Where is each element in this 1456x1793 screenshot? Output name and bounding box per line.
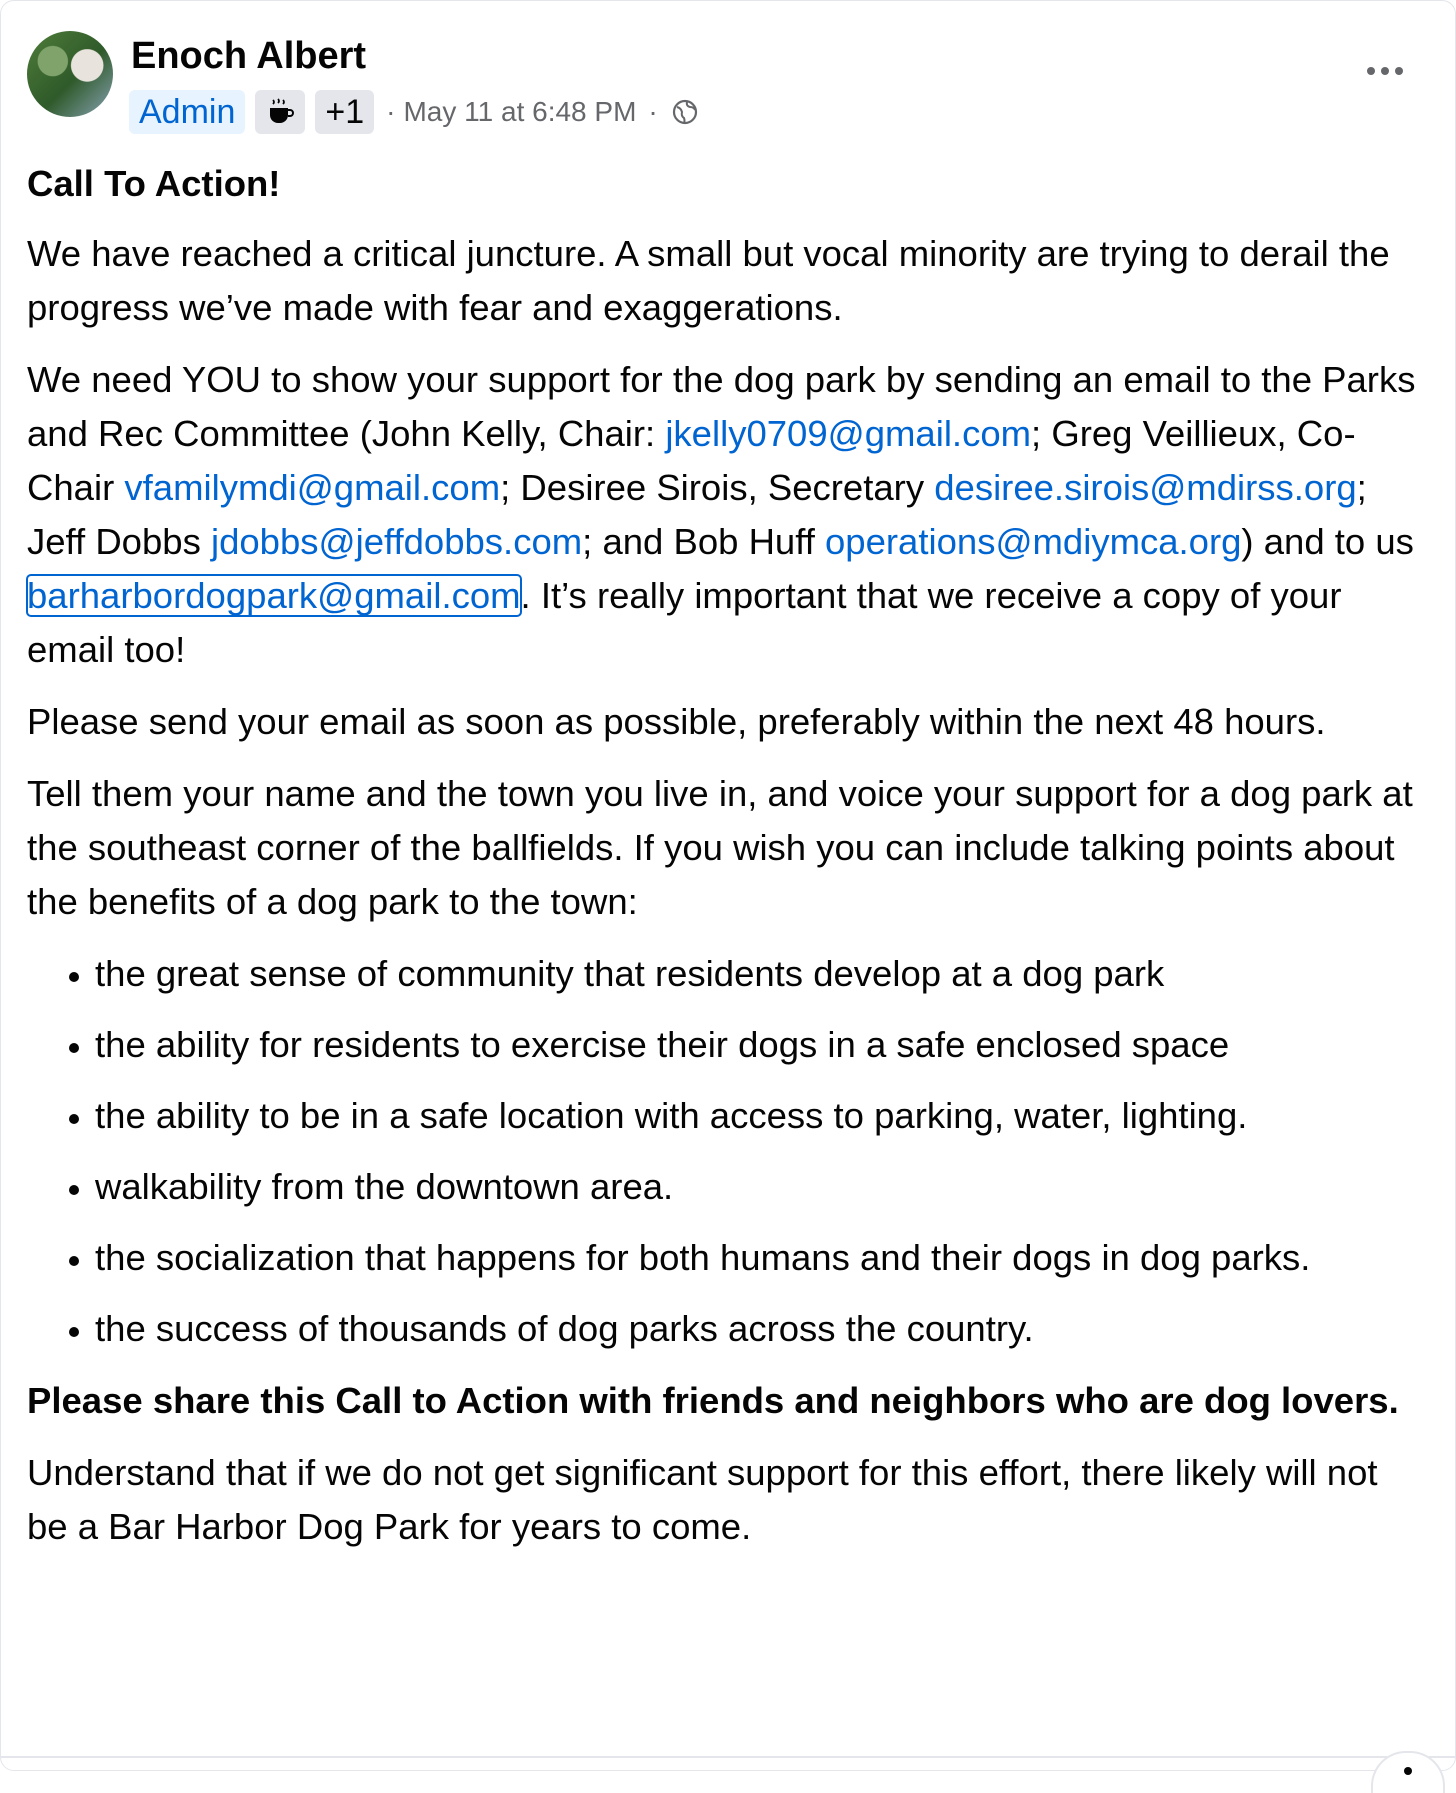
more-dot-icon bbox=[1367, 67, 1375, 75]
more-badges[interactable]: +1 bbox=[315, 90, 374, 134]
text-run: We need YOU to show your support for the dog park by sending an email to the Parks and Rec Committee (John Kelly, Chair: bbox=[27, 359, 1416, 454]
text-run: ; Jeff Dobbs bbox=[27, 467, 1367, 562]
admin-badge[interactable]: Admin bbox=[129, 90, 245, 134]
closing-paragraph: Understand that if we do not get significant support for this effort, there likely will not be a Bar Harbor Dog Park for years to come. bbox=[27, 1452, 1378, 1547]
post-heading: Call To Action! bbox=[27, 163, 281, 204]
talking-points-list bbox=[27, 947, 1427, 1356]
share-request: Please share this Call to Action with friends and neighbors who are dog lovers. bbox=[27, 1380, 1399, 1421]
text-run: ) and to us bbox=[1241, 521, 1414, 562]
post-meta bbox=[129, 90, 698, 134]
list-item: • the ability for residents to exercise their dogs in a safe enclosed space bbox=[95, 1018, 1427, 1072]
email-link-vfamily[interactable]: vfamilymdi@gmail.com bbox=[124, 467, 501, 508]
list-item: • the success of thousands of dog parks across the country. bbox=[95, 1302, 1427, 1356]
text-run: ; Desiree Sirois, Secretary bbox=[500, 467, 935, 508]
more-dot-icon bbox=[1395, 67, 1403, 75]
text-run: . It’s really important that we receive a copy of your email too! bbox=[27, 575, 1342, 670]
email-link-jkelly[interactable]: jkelly0709@gmail.com bbox=[665, 413, 1032, 454]
paragraph-1: We have reached a critical juncture. A small but vocal minority are trying to derail the progress we’ve made with fear and exaggerations. bbox=[27, 233, 1390, 328]
meta-separator-2: · bbox=[648, 96, 658, 127]
list-item: • walkability from the downtown area. bbox=[95, 1160, 1427, 1214]
author-name[interactable]: Enoch Albert bbox=[131, 35, 367, 77]
email-link-barharbordogpark[interactable]: barharbordogpark@gmail.com bbox=[27, 575, 521, 616]
email-link-operations[interactable]: operations@mdiymca.org bbox=[825, 521, 1242, 562]
paragraph-4: Tell them your name and the town you live in, and voice your support for a dog park at the southeast corner of the ballfields. If you wish you can include talking points about the benefits of a dog park to the town: bbox=[27, 773, 1413, 922]
text-run: ; and Bob Huff bbox=[582, 521, 825, 562]
globe-icon bbox=[672, 99, 698, 125]
author-avatar[interactable] bbox=[27, 31, 113, 117]
email-link-desiree[interactable]: desiree.sirois@mdirss.org bbox=[934, 467, 1357, 508]
more-dot-icon bbox=[1381, 67, 1389, 75]
list-item: • the ability to be in a safe location with access to parking, water, lighting. bbox=[95, 1089, 1427, 1143]
email-link-jdobbs[interactable]: jdobbs@jeffdobbs.com bbox=[210, 521, 583, 562]
post-divider bbox=[1, 1756, 1456, 1758]
dot-icon bbox=[1404, 1767, 1412, 1775]
post-options-button[interactable] bbox=[1355, 53, 1415, 89]
list-item: • the socialization that happens for both humans and their dogs in dog parks. bbox=[95, 1231, 1427, 1285]
paragraph-3: Please send your email as soon as possible, preferably within the next 48 hours. bbox=[27, 701, 1326, 742]
meta-separator: · bbox=[386, 96, 396, 127]
text-run: ; Greg Veillieux, Co-Chair bbox=[27, 413, 1356, 508]
post-timestamp[interactable]: May 11 at 6:48 PM bbox=[403, 96, 637, 127]
list-item: • the great sense of community that residents develop at a dog park bbox=[95, 947, 1427, 1001]
post-body bbox=[27, 157, 1427, 1572]
coffee-cup-icon[interactable] bbox=[255, 90, 305, 134]
paragraph-2 bbox=[27, 353, 1427, 677]
